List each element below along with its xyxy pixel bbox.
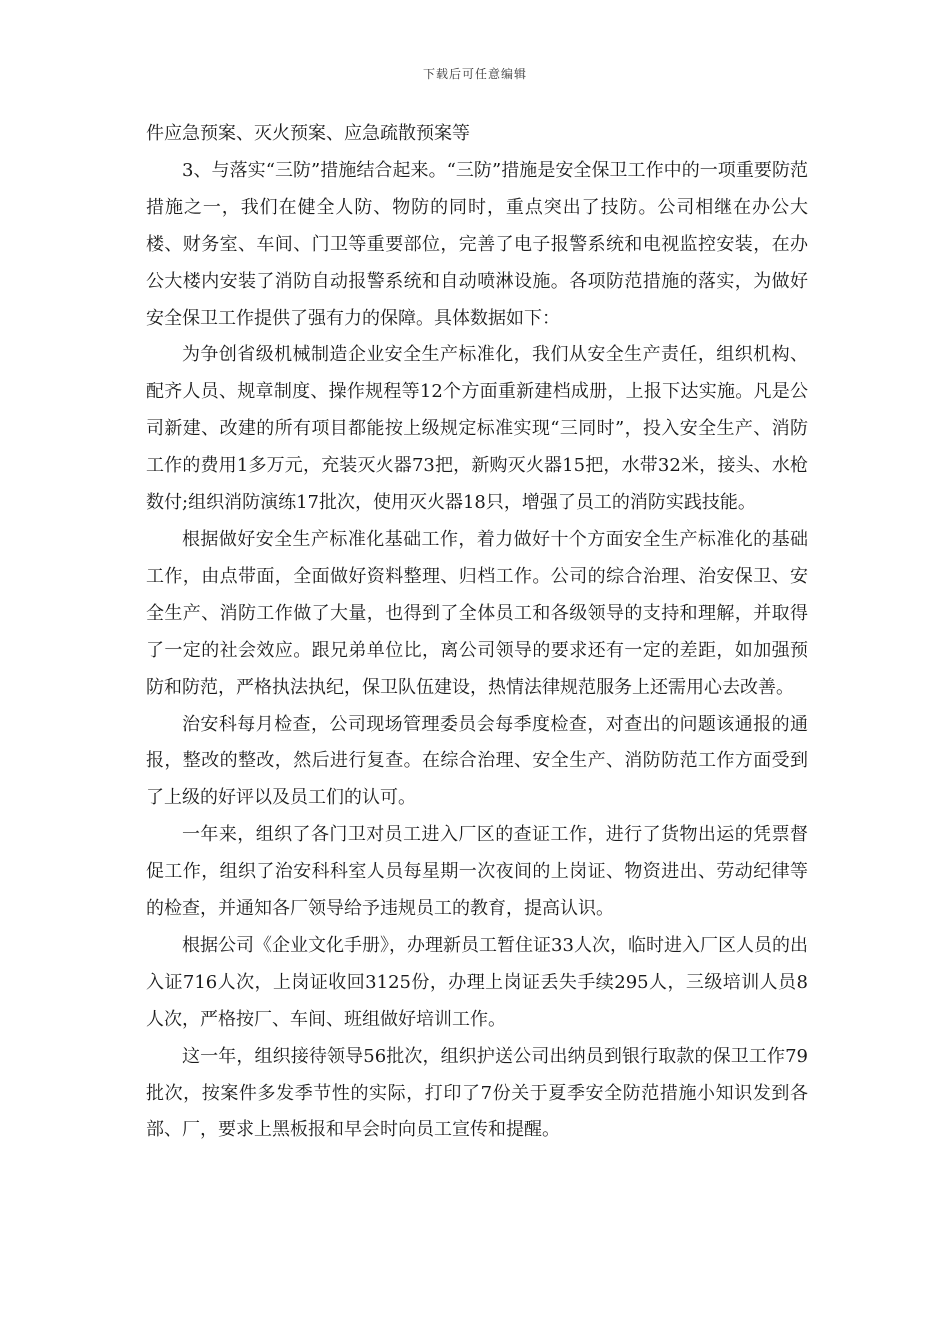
document-body [146, 116, 808, 1149]
paragraph-inspections: 治安科每月检查，公司现场管理委员会每季度检查，对查出的问题该通报的通报，整改的整改，然后进行复查。在综合治理、安全生产、消防防范工作方面受到了上级的好评以及员工们的认可。 [146, 713, 808, 809]
paragraph-permits: 根据公司《企业文化手册》，办理新员工暂住证33人次，临时进入厂区人员的出入证716人次，上岗证收回3125份，办理上岗证丢失手续295人，三级培训人员8人次，严格按厂、车间、班组做好培训工作。 [146, 934, 808, 1030]
paragraph-continuation: 件应急预案、灭火预案、应急疏散预案等 [146, 123, 470, 144]
paragraph-three-defenses: 3、与落实“三防”措施结合起来。“三防”措施是安全保卫工作中的一项重要防范措施之一，我们在健全人防、物防的同时，重点突出了技防。公司相继在办公大楼、财务室、车间、门卫等重要部位，完善了电子报警系统和电视监控安装，在办公大楼内安装了消防自动报警系统和自动喷淋设施。各项防范措施的落实，为做好安全保卫工作提供了强有力的保障。具体数据如下： [146, 159, 808, 329]
paragraph-gate-checks: 一年来，组织了各门卫对员工进入厂区的查证工作，进行了货物出运的凭票督促工作，组织了治安科科室人员每星期一次夜间的上岗证、物资进出、劳动纪律等的检查，并通知各厂领导给予违规员工的教育，提高认识。 [146, 824, 808, 920]
paragraph-standardization: 为争创省级机械制造企业安全生产标准化，我们从安全生产责任，组织机构、配齐人员、规章制度、操作规程等12个方面重新建档成册，上报下达实施。凡是公司新建、改建的所有项目都能按上级规定标准实现“三同时”，投入安全生产、消防工作的费用1多万元，充装灭火器73把，新购灭火器15把，水带32米，接头、水枪数付;组织消防演练17批次，使用灭火器18只，增强了员工的消防实践技能。 [146, 344, 808, 514]
paragraph-basic-work: 根据做好安全生产标准化基础工作，着力做好十个方面安全生产标准化的基础工作，由点带面，全面做好资料整理、归档工作。公司的综合治理、治安保卫、安全生产、消防工作做了大量，也得到了全体员工和各级领导的支持和理解，并取得了一定的社会效应。跟兄弟单位比，离公司领导的要求还有一定的差距，如加强预防和防范，严格执法执纪，保卫队伍建设，热情法律规范服务上还需用心去改善。 [146, 528, 808, 698]
page-header: 下载后可任意编辑 [422, 67, 527, 81]
paragraph-reception: 这一年，组织接待领导56批次，组织护送公司出纳员到银行取款的保卫工作79批次，按案件多发季节性的实际，打印了7份关于夏季安全防范措施小知识发到各部、厂，要求上黑板报和早会时向员工宣传和提醒。 [146, 1045, 808, 1141]
